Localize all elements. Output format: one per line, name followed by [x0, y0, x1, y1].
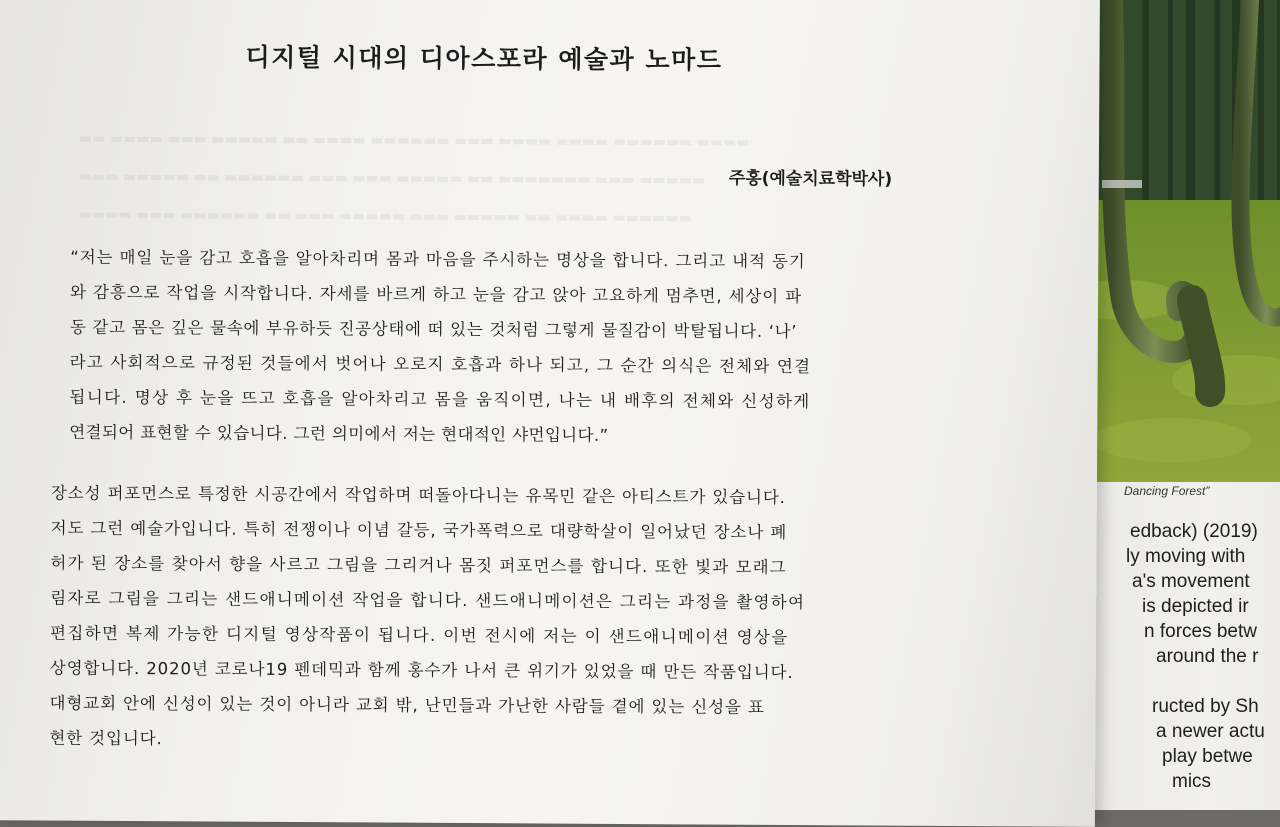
document-title: 디지털 시대의 디아스포라 예술과 노마드 — [245, 42, 723, 75]
back-line: ructed by Sh — [1152, 696, 1259, 717]
back-line: play betwe — [1162, 746, 1253, 767]
body-line: 저도 그런 예술가입니다. 특히 전쟁이나 이념 갈등, 국가폭력으로 대량학살이 일어났던 장소나 폐 — [50, 518, 788, 543]
body-line: 현한 것입니다. — [49, 728, 163, 749]
quote-line: “저는 매일 눈을 감고 호흡을 알아차리며 몸과 마음을 주시하는 명상을 합니다. 그리고 내적 동기 — [70, 247, 806, 272]
body-line: 편집하면 복제 가능한 디지털 영상작품이 됩니다. 이번 전시에 저는 이 샌드애니메이션 영상을 — [49, 623, 789, 648]
body-line: 림자로 그림을 그리는 샌드애니메이션 작업을 합니다. 샌드애니메이션은 그리는 과정을 촬영하여 — [50, 588, 806, 613]
body-line: 장소성 퍼포먼스로 특정한 시공간에서 작업하며 떠돌아다니는 유목민 같은 아티스트가 있습니다. — [50, 483, 786, 507]
back-line: around the r — [1156, 646, 1259, 667]
show-through-text: ▬▬▬ ▬▬▬▬▬ ▬▬ ▬▬▬▬▬▬ ▬▬▬ ▬▬▬ ▬▬▬▬▬ ▬▬ ▬▬▬▬▬▬▬ ▬▬▬ ▬▬▬▬▬ — [78, 168, 706, 189]
back-line: a's movement — [1132, 571, 1250, 592]
dancing-forest-photo — [1082, 0, 1280, 482]
quote-line: 동 같고 몸은 깊은 물속에 부유하듯 진공상태에 떠 있는 것처럼 그렇게 물질감이 박탈됩니다. ‘나’ — [69, 317, 798, 342]
back-line: is depicted ir — [1142, 596, 1249, 617]
forest-illustration — [1082, 0, 1280, 482]
quote-line: 라고 사회적으로 규정된 것들에서 벗어나 오로지 호흡과 하나 되고, 그 순간 의식은 전체와 연결 — [69, 352, 812, 377]
quote-line: 연결되어 표현할 수 있습니다. 그런 의미에서 저는 현대적인 샤먼입니다.” — [69, 422, 609, 445]
back-line: n forces betw — [1144, 621, 1257, 642]
body-line: 대형교회 안에 신성이 있는 것이 아니라 교회 밖, 난민들과 가난한 사람들 곁에 있는 신성을 표 — [49, 693, 765, 717]
photo-caption: Dancing Forest” — [1124, 484, 1210, 498]
back-line: ly moving with — [1126, 546, 1246, 567]
show-through-text: ▬▬▬▬ ▬▬▬ ▬▬▬▬▬▬ ▬▬ ▬▬▬ ▬▬▬▬▬ ▬▬▬ ▬▬▬▬▬ ▬▬ ▬▬▬▬ ▬▬▬▬▬▬ — [78, 206, 692, 227]
back-line: edback) (2019) — [1130, 521, 1258, 542]
author-byline: 주홍(예술치료학박사) — [728, 168, 893, 190]
back-line: mics — [1172, 771, 1212, 792]
body-line: 상영합니다. 2020년 코로나19 펜데믹과 함께 홍수가 나서 큰 위기가 있었을 때 만든 작품입니다. — [49, 658, 794, 683]
show-through-text: ▬▬ ▬▬▬▬ ▬▬▬ ▬▬▬▬▬ ▬▬ ▬▬▬▬ ▬▬▬▬▬▬ ▬▬▬ ▬▬▬▬ ▬▬▬▬ ▬▬▬▬▬▬ ▬▬▬▬ — [78, 130, 750, 151]
back-line: a newer actu — [1156, 721, 1265, 742]
body-line: 허가 된 장소를 찾아서 향을 사르고 그림을 그리거나 몸짓 퍼포먼스를 합니다. 또한 빛과 모래그 — [50, 553, 787, 577]
quote-line: 됩니다. 명상 후 눈을 뜨고 호흡을 알아차리고 몸을 움직이면, 나는 내 배후의 전체와 신성하게 — [69, 387, 811, 412]
quote-line: 와 감흥으로 작업을 시작합니다. 자세를 바르게 하고 눈을 감고 앉아 고요하게 멈추면, 세상이 파 — [70, 282, 803, 307]
